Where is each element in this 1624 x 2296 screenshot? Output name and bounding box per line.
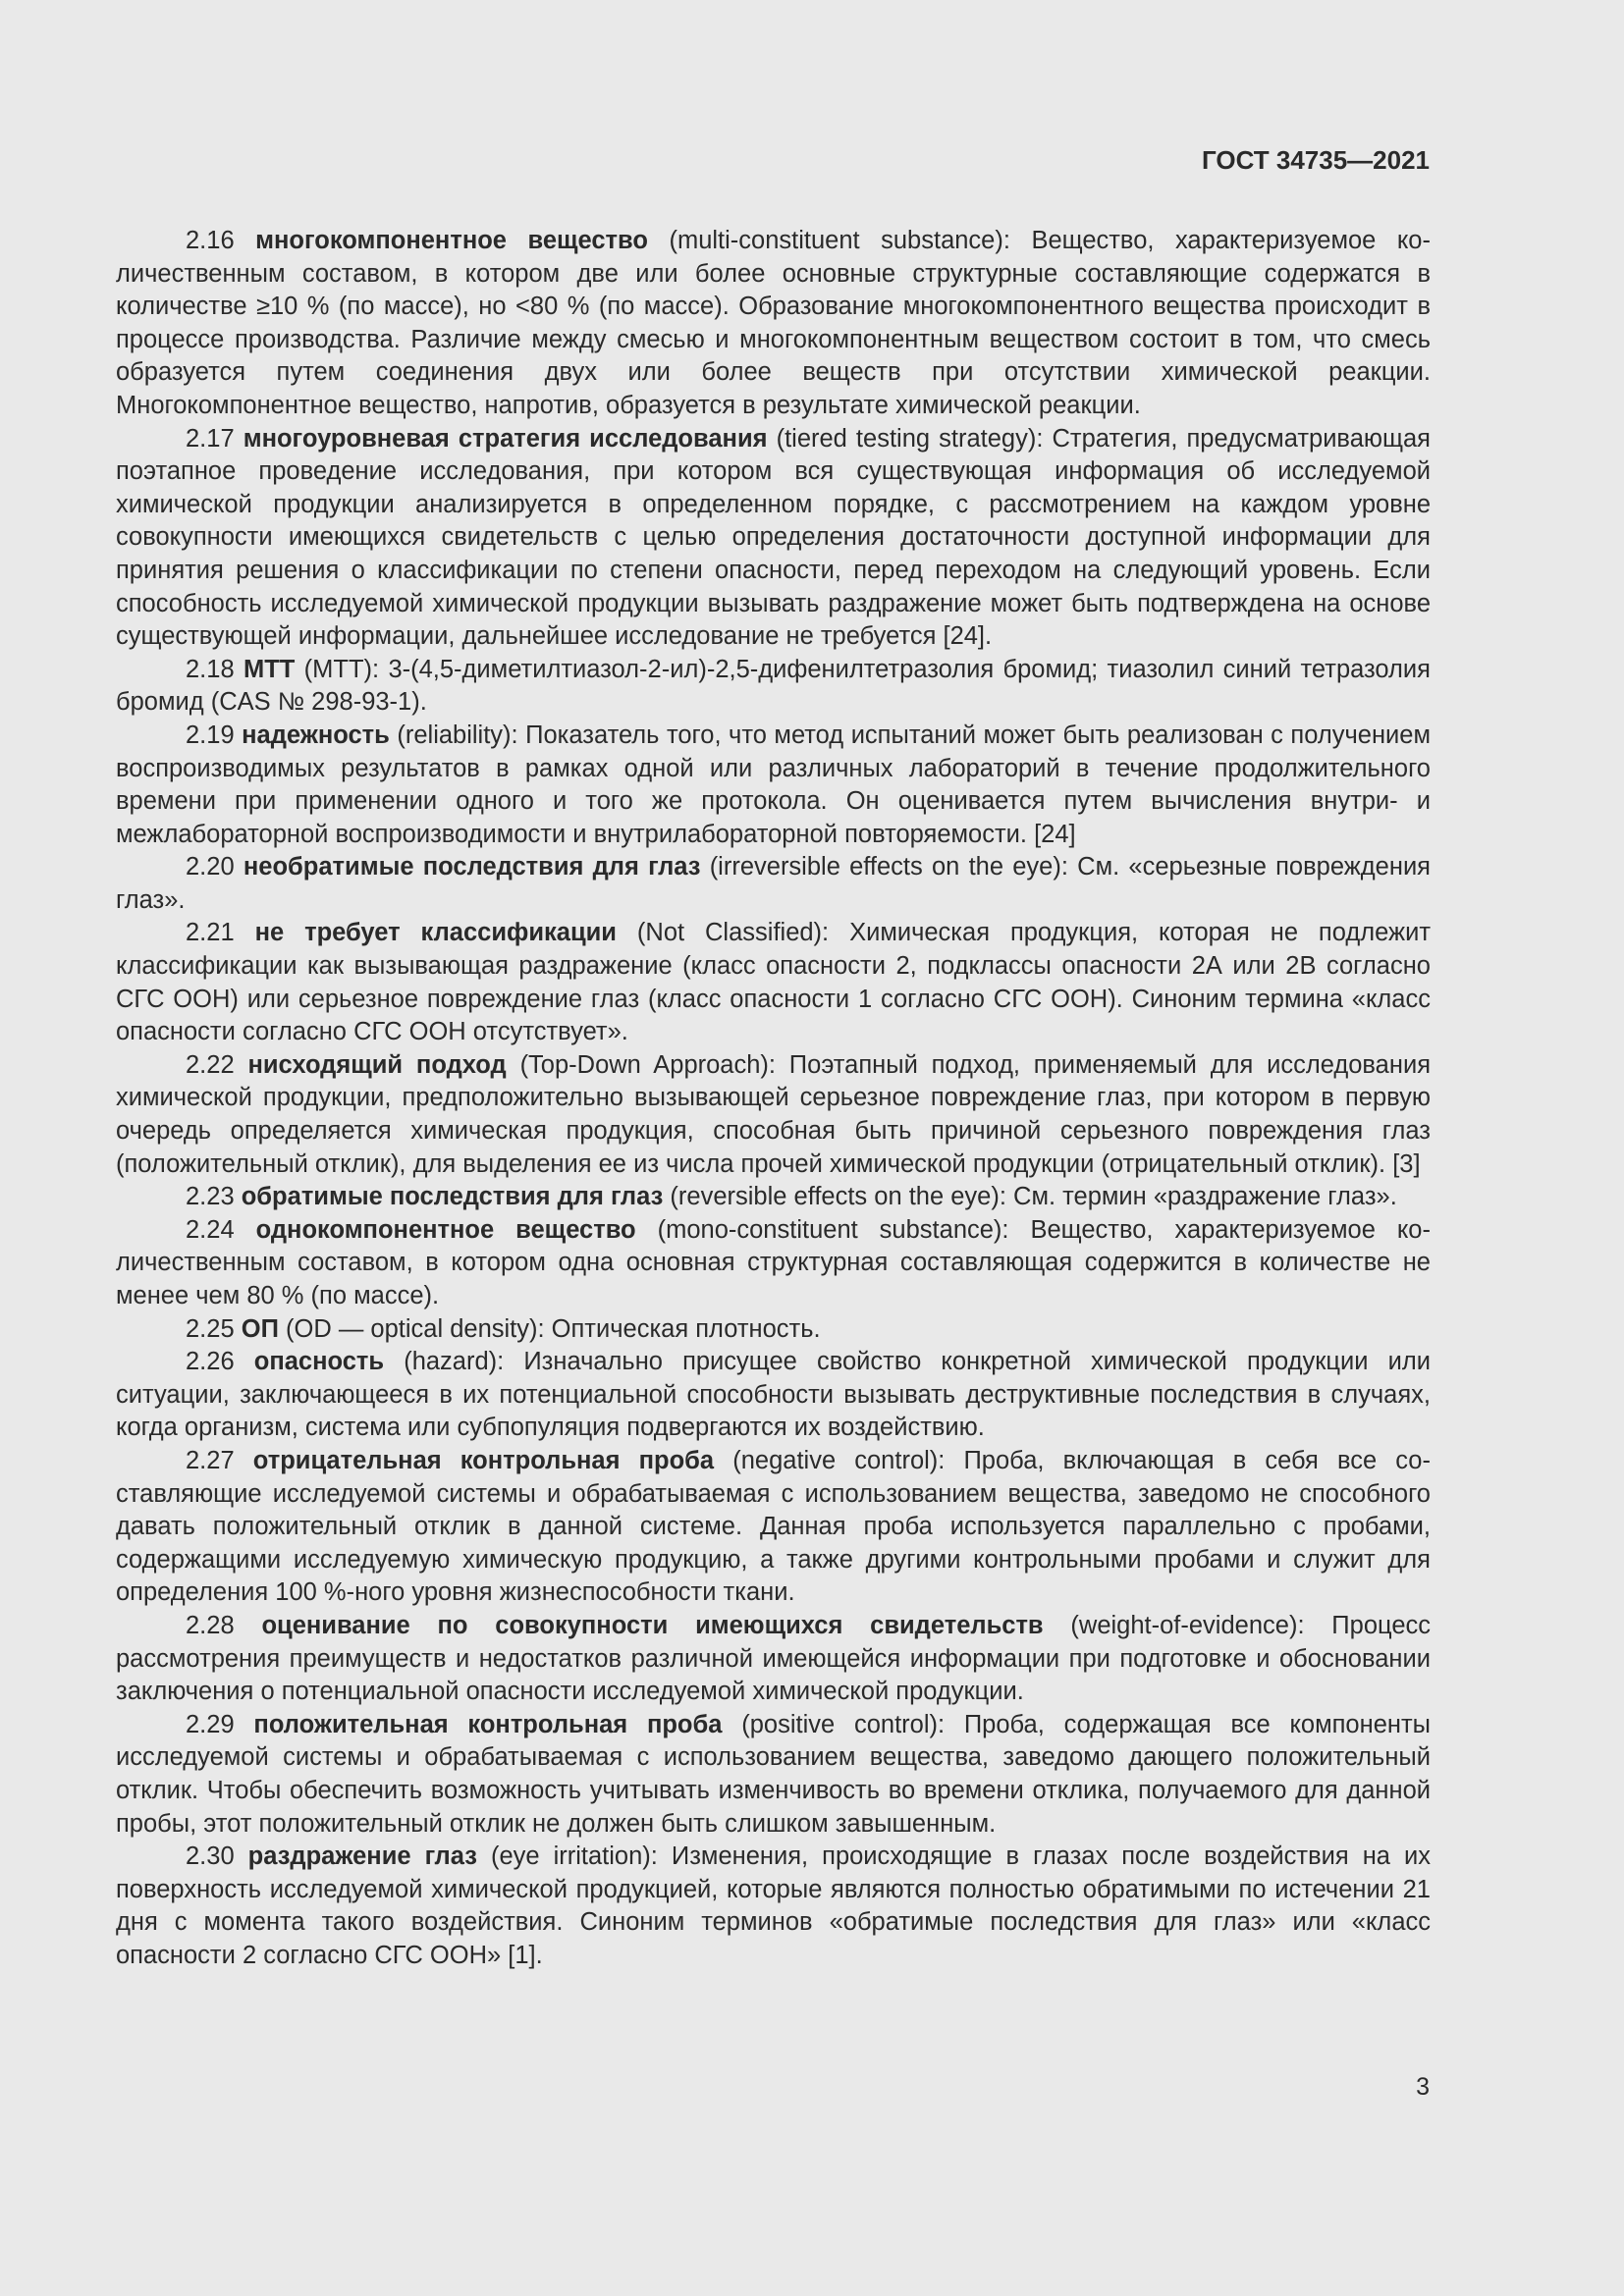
term-number: 2.25	[186, 1314, 235, 1343]
term-definition: (Not Classified): Химическая продукция, которая не подлежит классификации как вызывающая раздражение (класс опасности 2, подклассы опасности 2А или 2В согласно СГС ООН) или серьезное повреждение глаз (класс опасности 1 согласно СГС ООН). Синоним термина «класс опасности согласно СГС ООН отсутствует».	[116, 919, 1431, 1046]
page-number: 3	[1416, 2073, 1430, 2101]
term-name: нисходящий подход	[247, 1050, 507, 1079]
term-number: 2.21	[186, 919, 235, 947]
term-name: многоуровневая стратегия исследования	[243, 424, 768, 453]
term-number: 2.20	[186, 853, 235, 881]
term-2-20	[116, 851, 1431, 917]
term-number: 2.29	[186, 1710, 235, 1738]
term-name: оценивание по совокупности имеющихся свидетельств	[261, 1611, 1044, 1639]
term-definition: (tiered testing strategy): Стратегия, предусматривающая поэтапное проведение исследования, при котором вся существующая информация об исследуемой химической продукции анализируется в определенном порядке, с рассмотрением на каждом уровне совокупности имеющихся свидетельств с целью определения достаточности доступной информации для принятия решения о классификации по степени опасности, перед переходом на следующий уровень. Если способность исследуемой химической продукции вызывать раздражение может быть подтверждена на основе существующей информации, дальнейшее исследование не требуется [24].	[116, 424, 1431, 651]
term-name: однокомпонентное вещество	[255, 1215, 636, 1244]
term-number: 2.19	[186, 721, 235, 749]
term-number: 2.26	[186, 1348, 235, 1376]
term-number: 2.30	[186, 1842, 235, 1871]
term-name: опасность	[253, 1348, 385, 1376]
term-2-16	[116, 225, 1431, 423]
term-2-26	[116, 1346, 1431, 1445]
term-name: надежность	[242, 721, 390, 749]
term-definition: (Top-Down Approach): Поэтапный подход, применяемый для исследования химической продукции, предположительно вызывающей серьезное повреждение глаз, при котором в первую очередь определяется химическая продукция, способная быть причиной серьезного повреждения глаз (положительный отклик), для выделения ее из числа прочей химической продукции (отрицательный отклик). [3]	[116, 1050, 1431, 1178]
term-definition: (irreversible effects on the eye): См. «серьезные повреждения глаз».	[116, 853, 1431, 914]
term-number: 2.22	[186, 1050, 235, 1079]
term-name: многокомпонентное вещество	[255, 227, 648, 254]
term-2-17	[116, 423, 1431, 654]
term-definition: (negative control): Проба, включающая в себя все составляющие исследуемой системы и обрабатываемая с использованием вещества, заведомо не способного давать положительный отклик в данной системе. Данная проба используется параллельно с пробами, содержащими исследуемую химическую продукцию, а также другими контрольными пробами и служит для определения 100 %-ного уровня жизнеспособности ткани.	[116, 1446, 1431, 1607]
term-2-25	[116, 1313, 1431, 1347]
term-2-27	[116, 1445, 1431, 1610]
term-2-28	[116, 1610, 1431, 1709]
term-name: необратимые последствия для глаз	[243, 853, 701, 881]
term-number: 2.27	[186, 1446, 235, 1474]
term-name: отрицательная контрольная проба	[252, 1446, 715, 1474]
term-2-22	[116, 1049, 1431, 1181]
term-name: ОП	[241, 1314, 279, 1343]
term-2-29	[116, 1709, 1431, 1841]
term-name: не требует классификации	[254, 919, 617, 947]
term-2-21	[116, 917, 1431, 1048]
term-name: обратимые последствия для глаз	[241, 1183, 664, 1211]
term-name: положительная контрольная проба	[253, 1710, 723, 1738]
term-definition: (positive control): Проба, содержащая все компоненты исследуемой системы и обрабатываемая с использованием вещества, заведомо дающего положительный отклик. Чтобы обеспечить возможность учитывать изменчивость во времени отклика, получаемого для данной пробы, этот положительный отклик не должен быть слишком завышенным.	[116, 1710, 1431, 1838]
document-id-header: ГОСТ 34735—2021	[1202, 145, 1430, 175]
term-definition: (МТТ): 3-(4,5-диметилтиазол-2-ил)-2,5-дифенилтетразолия бромид; тиазолил синий тетразолия бромид (CAS № 298-93-1).	[116, 655, 1431, 717]
term-2-23	[116, 1181, 1431, 1214]
term-definition: (eye irritation): Изменения, происходящие в глазах после воздействия на их поверхность исследуемой химической продукцией, которые являются полностью обратимыми по истечении 21 дня с момента такого воздействия. Синоним терминов «обратимые последствия для глаз» или «класс опасности 2 согласно СГС ООН» [1].	[116, 1842, 1431, 1969]
term-number: 2.16	[186, 227, 235, 254]
term-definition: (mono-constituent substance): Вещество, характеризуемое количественным составом, в котором одна основная структурная составляющая содержится в количестве не менее чем 80 % (по массе).	[116, 1215, 1431, 1309]
term-name: раздражение глаз	[247, 1842, 477, 1871]
term-definition: (OD — optical density): Оптическая плотность.	[286, 1314, 821, 1343]
term-definition: (reliability): Показатель того, что метод испытаний может быть реализован с получением воспроизводимых результатов в рамках одной или различных лабораторий в течение продолжительного времени при применении одного и того же протокола. Он оценивается путем вычисления внутри- и межлабораторной воспроизводимости и внутрилабораторной повторяемости. [24]	[116, 721, 1431, 848]
term-number: 2.18	[186, 655, 235, 683]
term-2-19	[116, 720, 1431, 851]
term-number: 2.23	[186, 1183, 235, 1211]
term-2-18	[116, 654, 1431, 720]
term-2-24	[116, 1214, 1431, 1313]
term-number: 2.17	[186, 424, 235, 453]
term-definition: (reversible effects on the eye): См. термин «раздражение глаз».	[670, 1183, 1397, 1211]
term-definition: (hazard): Изначально присущее свойство конкретной химической продукции или ситуации, заключающееся в их потенциальной способности вызывать деструктивные последствия в случаях, когда организм, система или субпопуляция подвергаются их воздействию.	[116, 1348, 1431, 1442]
terms-list	[116, 225, 1431, 1972]
term-number: 2.24	[186, 1215, 235, 1244]
term-number: 2.28	[186, 1611, 235, 1639]
term-definition: (multi-constituent substance): Вещество, характеризуемое количественным составом, в котором две или более основные структурные составляющие содержатся в количестве ≥10 % (по массе), но <80 % (по массе). Образование многокомпонентного вещества происходит в процессе производства. Различие между смесью и многокомпонентным веществом состоит в том, что смесь образуется путем соединения двух или более веществ при отсутствии химической реакции. Многокомпонентное вещество, напротив, образуется в результате химической реакции.	[116, 227, 1431, 419]
term-definition: (weight-of-evidence): Процесс рассмотрения преимуществ и недостатков различной имеющейся информации при подготовке и обосновании заключения о потенциальной опасности исследуемой химической продукции.	[116, 1611, 1432, 1706]
term-2-30	[116, 1841, 1431, 1972]
term-name: МТТ	[243, 655, 296, 683]
